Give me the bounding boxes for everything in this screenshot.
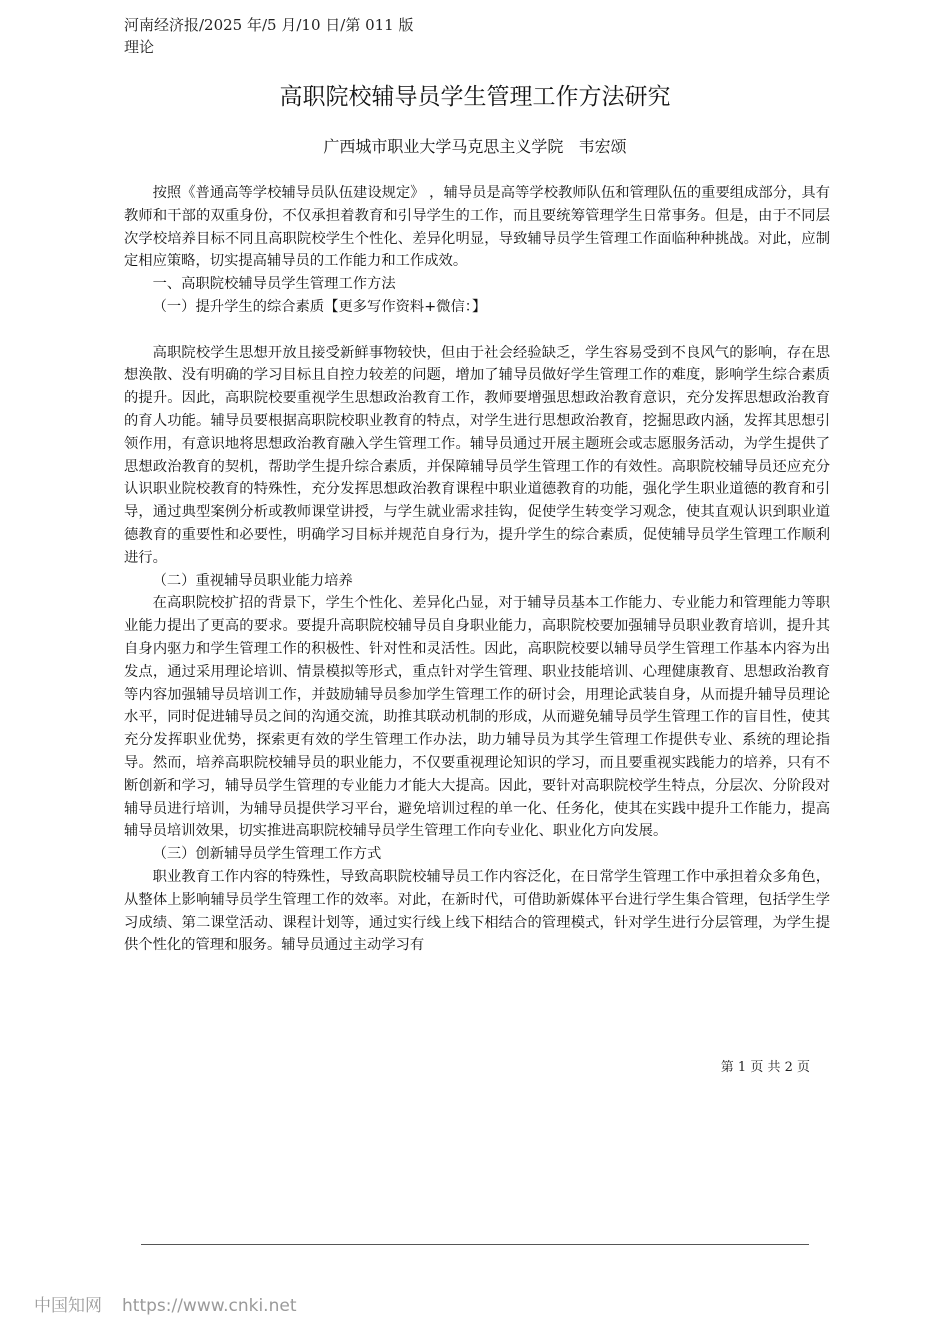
footer-divider xyxy=(141,1244,809,1245)
subsection-1-heading: （一）提升学生的综合素质【更多写作资料+微信：】 xyxy=(152,298,487,315)
subsection-3-paragraph: 职业教育工作内容的特殊性，导致高职院校辅导员工作内容泛化，在日常学生管理工作中承担着众多角色，从整体上影响辅导员学生管理工作的效率。对此，在新时代，可借助新媒体平台进行学生集合管理，包括学生学习成绩、第二课堂活动、课程计划等，通过实行线上线下相结合的管理模式，针对学生进行分层管理，为学生提供个性化的管理和服务。辅导员通过主动学习有 xyxy=(124,868,830,954)
header-source: 河南经济报/2025 年/5 月/10 日/第 011 版理论 xyxy=(124,16,414,56)
article-body xyxy=(124,182,830,957)
blank-line xyxy=(124,319,830,342)
subsection-2-heading: （二）重视辅导员职业能力培养 xyxy=(152,572,353,589)
cnki-watermark xyxy=(34,1294,296,1318)
intro-paragraph: 按照《普通高等学校辅导员队伍建设规定》 ，辅导员是高等学校教师队伍和管理队伍的重要组成部分，具有教师和干部的双重身份，不仅承担着教育和引导学生的工作，而且要统筹管理学生日常事务。但是，由于不同层次学校培养目标不同且高职院校学生个性化、差异化明显，导致辅导员学生管理工作面临种种挑战。对此，应制定相应策略，切实提高辅导员的工作能力和工作成效。 xyxy=(124,185,830,270)
section-heading: 一、高职院校辅导员学生管理工作方法 xyxy=(152,276,396,293)
subsection-3-heading: （三）创新辅导员学生管理工作方式 xyxy=(152,846,382,863)
article-author: 广西城市职业大学马克思主义学院 韦宏颂 xyxy=(323,137,627,156)
article-title: 高职院校辅导员学生管理工作方法研究 xyxy=(279,84,671,110)
subsection-1-paragraph: 高职院校学生思想开放且接受新鲜事物较快，但由于社会经验缺乏，学生容易受到不良风气的影响，存在思想涣散、没有明确的学习目标且自控力较差的问题，增加了辅导员做好学生管理工作的难度，影响学生综合素质的提升。因此，高职院校要重视学生思想政治教育工作，教师要增强思想政治教育意识，充分发挥思想政治教育的育人功能。辅导员要根据高职院校职业教育的特点，对学生进行思想政治教育，挖掘思政内涵，发挥其思想引领作用，有意识地将思想政治教育融入学生管理工作。辅导员通过开展主题班会或志愿服务活动，为学生提供了思想政治教育的契机，帮助学生提升综合素质，并保障辅导员学生管理工作的有效性。高职院校辅导员还应充分认识职业院校教育的特殊性，充分发挥思想政治教育课程中职业道德教育的功能，强化学生职业道德的教育和引导，通过典型案例分析或教师课堂讲授，与学生就业需求挂钩，促使学生转变学习观念，使其直观认识到职业道德教育的重要性和必要性，明确学习目标并规范自身行为，提升学生的综合素质，促使辅导员学生管理工作顺利进行。 xyxy=(124,344,830,566)
page-number: 第 1 页 共 2 页 xyxy=(720,1060,810,1075)
watermark-url[interactable]: https://www.cnki.net xyxy=(122,1296,297,1316)
watermark-brand: 中国知网 xyxy=(34,1296,102,1316)
subsection-2-paragraph: 在高职院校扩招的背景下，学生个性化、差异化凸显，对于辅导员基本工作能力、专业能力和管理能力等职业能力提出了更高的要求。要提升高职院校辅导员自身职业能力，高职院校要加强辅导员职业教育培训，提升其自身内驱力和学生管理工作的积极性、针对性和灵活性。因此，高职院校要以辅导员学生管理工作基本内容为出发点，通过采用理论培训、情景模拟等形式，重点针对学生管理、职业技能培训、心理健康教育、思想政治教育等内容加强辅导员培训工作，并鼓励辅导员参加学生管理工作的研讨会，用理论武装自身，从而提升辅导员理论水平，同时促进辅导员之间的沟通交流，助推其联动机制的形成，从而避免辅导员学生管理工作的盲目性，使其充分发挥职业优势，探索更有效的学生管理工作办法，助力辅导员为其学生管理工作提供专业、系统的理论指导。然而，培养高职院校辅导员的职业能力，不仅要重视理论知识的学习，而且要重视实践能力的培养，只有不断创新和学习，辅导员学生管理的专业能力才能大大提高。因此，要针对高职院校学生特点，分层次、分阶段对辅导员进行培训，为辅导员提供学习平台，避免培训过程的单一化、任务化，使其在实践中提升工作能力，提高辅导员培训效果，切实推进高职院校辅导员学生管理工作向专业化、职业化方向发展。 xyxy=(124,595,830,840)
